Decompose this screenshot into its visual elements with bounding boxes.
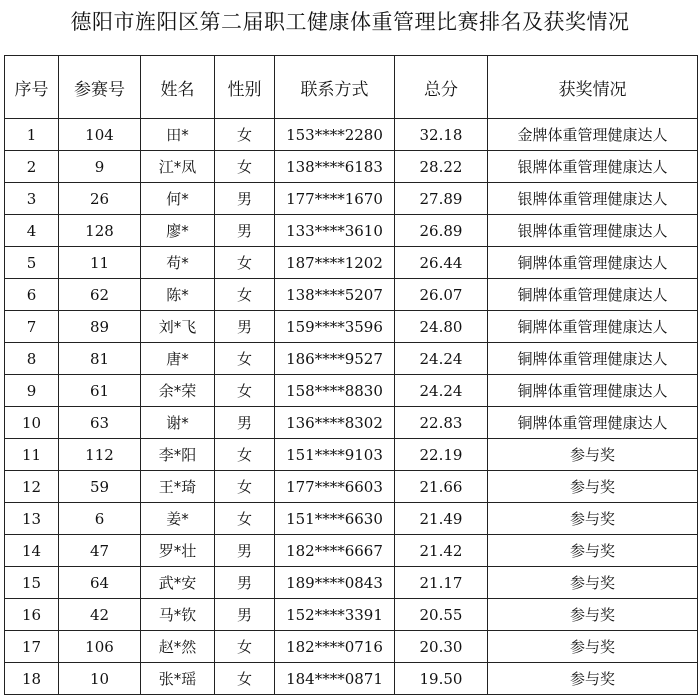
cell-contact: 158****8830 bbox=[275, 375, 395, 407]
cell-score: 20.55 bbox=[395, 599, 488, 631]
header-gender: 性别 bbox=[215, 56, 275, 119]
cell-entry-number: 61 bbox=[59, 375, 141, 407]
table-row bbox=[5, 119, 698, 151]
cell-gender: 男 bbox=[215, 183, 275, 215]
cell-gender: 女 bbox=[215, 503, 275, 535]
cell-name: 张*瑶 bbox=[141, 663, 215, 695]
cell-index: 6 bbox=[5, 279, 59, 311]
cell-name: 唐* bbox=[141, 343, 215, 375]
cell-score: 28.22 bbox=[395, 151, 488, 183]
cell-award: 铜牌体重管理健康达人 bbox=[488, 343, 698, 375]
cell-award: 铜牌体重管理健康达人 bbox=[488, 407, 698, 439]
cell-score: 24.80 bbox=[395, 311, 488, 343]
cell-name: 谢* bbox=[141, 407, 215, 439]
cell-contact: 182****6667 bbox=[275, 535, 395, 567]
cell-name: 赵*然 bbox=[141, 631, 215, 663]
cell-index: 2 bbox=[5, 151, 59, 183]
cell-entry-number: 106 bbox=[59, 631, 141, 663]
cell-award: 银牌体重管理健康达人 bbox=[488, 151, 698, 183]
cell-contact: 159****3596 bbox=[275, 311, 395, 343]
cell-score: 32.18 bbox=[395, 119, 488, 151]
table-row bbox=[5, 439, 698, 471]
cell-contact: 138****5207 bbox=[275, 279, 395, 311]
cell-award: 参与奖 bbox=[488, 663, 698, 695]
cell-index: 8 bbox=[5, 343, 59, 375]
cell-index: 15 bbox=[5, 567, 59, 599]
cell-score: 27.89 bbox=[395, 183, 488, 215]
cell-award: 铜牌体重管理健康达人 bbox=[488, 311, 698, 343]
cell-gender: 女 bbox=[215, 663, 275, 695]
cell-entry-number: 89 bbox=[59, 311, 141, 343]
cell-entry-number: 128 bbox=[59, 215, 141, 247]
cell-name: 江*凤 bbox=[141, 151, 215, 183]
cell-award: 金牌体重管理健康达人 bbox=[488, 119, 698, 151]
header-entry-number: 参赛号 bbox=[59, 56, 141, 119]
cell-name: 余*荣 bbox=[141, 375, 215, 407]
header-name: 姓名 bbox=[141, 56, 215, 119]
cell-score: 20.30 bbox=[395, 631, 488, 663]
cell-gender: 女 bbox=[215, 343, 275, 375]
cell-entry-number: 10 bbox=[59, 663, 141, 695]
table-row bbox=[5, 471, 698, 503]
cell-contact: 177****1670 bbox=[275, 183, 395, 215]
cell-index: 13 bbox=[5, 503, 59, 535]
cell-contact: 153****2280 bbox=[275, 119, 395, 151]
table-row bbox=[5, 599, 698, 631]
cell-entry-number: 6 bbox=[59, 503, 141, 535]
cell-gender: 女 bbox=[215, 631, 275, 663]
table-row bbox=[5, 631, 698, 663]
cell-gender: 男 bbox=[215, 599, 275, 631]
cell-contact: 151****6630 bbox=[275, 503, 395, 535]
cell-entry-number: 64 bbox=[59, 567, 141, 599]
cell-score: 24.24 bbox=[395, 343, 488, 375]
cell-entry-number: 42 bbox=[59, 599, 141, 631]
header-score: 总分 bbox=[395, 56, 488, 119]
cell-score: 21.49 bbox=[395, 503, 488, 535]
cell-award: 参与奖 bbox=[488, 471, 698, 503]
cell-entry-number: 112 bbox=[59, 439, 141, 471]
cell-award: 银牌体重管理健康达人 bbox=[488, 215, 698, 247]
cell-name: 姜* bbox=[141, 503, 215, 535]
cell-index: 1 bbox=[5, 119, 59, 151]
header-contact: 联系方式 bbox=[275, 56, 395, 119]
cell-name: 刘*飞 bbox=[141, 311, 215, 343]
cell-award: 参与奖 bbox=[488, 631, 698, 663]
cell-award: 银牌体重管理健康达人 bbox=[488, 183, 698, 215]
cell-entry-number: 9 bbox=[59, 151, 141, 183]
cell-contact: 182****0716 bbox=[275, 631, 395, 663]
cell-index: 7 bbox=[5, 311, 59, 343]
table-row bbox=[5, 503, 698, 535]
cell-award: 参与奖 bbox=[488, 503, 698, 535]
cell-index: 10 bbox=[5, 407, 59, 439]
cell-index: 5 bbox=[5, 247, 59, 279]
cell-award: 铜牌体重管理健康达人 bbox=[488, 279, 698, 311]
cell-name: 何* bbox=[141, 183, 215, 215]
cell-entry-number: 26 bbox=[59, 183, 141, 215]
cell-gender: 女 bbox=[215, 375, 275, 407]
table-row bbox=[5, 311, 698, 343]
cell-contact: 138****6183 bbox=[275, 151, 395, 183]
table-row bbox=[5, 183, 698, 215]
cell-score: 19.50 bbox=[395, 663, 488, 695]
cell-index: 18 bbox=[5, 663, 59, 695]
cell-index: 9 bbox=[5, 375, 59, 407]
cell-award: 参与奖 bbox=[488, 599, 698, 631]
cell-award: 铜牌体重管理健康达人 bbox=[488, 375, 698, 407]
cell-award: 铜牌体重管理健康达人 bbox=[488, 247, 698, 279]
cell-gender: 男 bbox=[215, 567, 275, 599]
cell-name: 廖* bbox=[141, 215, 215, 247]
cell-contact: 133****3610 bbox=[275, 215, 395, 247]
cell-score: 21.66 bbox=[395, 471, 488, 503]
cell-score: 22.19 bbox=[395, 439, 488, 471]
table-row bbox=[5, 407, 698, 439]
table-row bbox=[5, 247, 698, 279]
document-title: 德阳市旌阳区第二届职工健康体重管理比赛排名及获奖情况 bbox=[70, 10, 630, 34]
cell-award: 参与奖 bbox=[488, 567, 698, 599]
cell-award: 参与奖 bbox=[488, 535, 698, 567]
cell-gender: 女 bbox=[215, 471, 275, 503]
cell-contact: 152****3391 bbox=[275, 599, 395, 631]
header-row bbox=[5, 56, 698, 119]
table-row bbox=[5, 215, 698, 247]
cell-gender: 男 bbox=[215, 407, 275, 439]
header-award: 获奖情况 bbox=[488, 56, 698, 119]
cell-gender: 女 bbox=[215, 151, 275, 183]
cell-entry-number: 81 bbox=[59, 343, 141, 375]
cell-contact: 189****0843 bbox=[275, 567, 395, 599]
cell-name: 马*钦 bbox=[141, 599, 215, 631]
table-row bbox=[5, 151, 698, 183]
cell-entry-number: 63 bbox=[59, 407, 141, 439]
cell-score: 26.89 bbox=[395, 215, 488, 247]
cell-score: 21.42 bbox=[395, 535, 488, 567]
table-row bbox=[5, 535, 698, 567]
cell-gender: 男 bbox=[215, 311, 275, 343]
cell-name: 罗*壮 bbox=[141, 535, 215, 567]
cell-index: 11 bbox=[5, 439, 59, 471]
cell-contact: 151****9103 bbox=[275, 439, 395, 471]
cell-name: 李*阳 bbox=[141, 439, 215, 471]
cell-entry-number: 59 bbox=[59, 471, 141, 503]
cell-score: 26.44 bbox=[395, 247, 488, 279]
cell-contact: 184****0871 bbox=[275, 663, 395, 695]
table-header bbox=[5, 56, 698, 119]
ranking-table bbox=[4, 55, 698, 695]
header-index: 序号 bbox=[5, 56, 59, 119]
cell-gender: 女 bbox=[215, 247, 275, 279]
cell-index: 17 bbox=[5, 631, 59, 663]
cell-index: 16 bbox=[5, 599, 59, 631]
cell-award: 参与奖 bbox=[488, 439, 698, 471]
cell-gender: 女 bbox=[215, 439, 275, 471]
cell-entry-number: 104 bbox=[59, 119, 141, 151]
cell-score: 21.17 bbox=[395, 567, 488, 599]
cell-gender: 男 bbox=[215, 215, 275, 247]
cell-index: 4 bbox=[5, 215, 59, 247]
cell-entry-number: 62 bbox=[59, 279, 141, 311]
cell-name: 苟* bbox=[141, 247, 215, 279]
cell-contact: 177****6603 bbox=[275, 471, 395, 503]
table-row bbox=[5, 567, 698, 599]
cell-contact: 186****9527 bbox=[275, 343, 395, 375]
table-row bbox=[5, 343, 698, 375]
cell-name: 王*琦 bbox=[141, 471, 215, 503]
table-row bbox=[5, 375, 698, 407]
cell-entry-number: 47 bbox=[59, 535, 141, 567]
cell-score: 24.24 bbox=[395, 375, 488, 407]
table-row bbox=[5, 663, 698, 695]
cell-name: 田* bbox=[141, 119, 215, 151]
cell-name: 武*安 bbox=[141, 567, 215, 599]
cell-contact: 136****8302 bbox=[275, 407, 395, 439]
cell-entry-number: 11 bbox=[59, 247, 141, 279]
cell-index: 14 bbox=[5, 535, 59, 567]
cell-contact: 187****1202 bbox=[275, 247, 395, 279]
cell-gender: 男 bbox=[215, 535, 275, 567]
cell-index: 3 bbox=[5, 183, 59, 215]
cell-score: 22.83 bbox=[395, 407, 488, 439]
table-row bbox=[5, 279, 698, 311]
cell-gender: 女 bbox=[215, 119, 275, 151]
cell-gender: 女 bbox=[215, 279, 275, 311]
cell-score: 26.07 bbox=[395, 279, 488, 311]
table-body bbox=[5, 119, 698, 695]
cell-index: 12 bbox=[5, 471, 59, 503]
cell-name: 陈* bbox=[141, 279, 215, 311]
